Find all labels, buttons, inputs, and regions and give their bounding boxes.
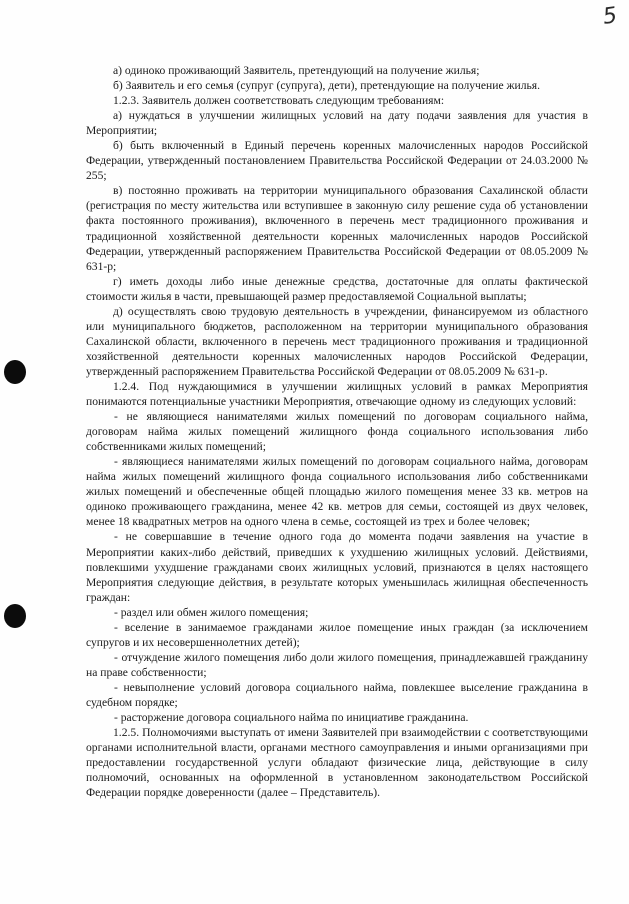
action-item: - отчуждение жилого помещения либо доли жилого помещения, принадлежавшей гражданину на праве собственности; — [86, 650, 588, 679]
action-item: - невыполнение условий договора социального найма, повлекшее выселение гражданина в судебном порядке; — [86, 680, 588, 709]
action-item: - вселение в занимаемое гражданами жилое помещение иных граждан (за исключением супругов и их несовершеннолетних детей); — [86, 620, 588, 649]
action-item: - раздел или обмен жилого помещения; — [114, 605, 309, 619]
punch-hole — [4, 360, 26, 384]
document-body — [86, 63, 588, 800]
paragraph-1-2-3-v: в) постоянно проживать на территории муниципального образования Сахалинской области (регистрация по месту жительства или вступившее в законную силу решение суда об установлении факта постоянного проживания), включенного в перечень мест традиционного проживания и традиционной хозяйственной деятельности коренных малочисленных народов Российской Федерации, утвержденный распоряжением Правительства Российской Федерации от 08.05.2009 № 631-р; — [86, 184, 588, 273]
paragraph-1-2-2-a: а) одиноко проживающий Заявитель, претендующий на получение жилья; — [113, 64, 480, 77]
paragraph-1-2-3-g: г) иметь доходы либо иные денежные средства, достаточные для оплаты фактической стоимости жилья в части, превышающей размер предоставляемой Социальной выплаты; — [86, 274, 588, 303]
paragraph-1-2-2-b: б) Заявитель и его семья (супруг (супруга), дети), претендующие на получение жилья. — [113, 79, 541, 93]
paragraph-1-2-3-a: а) нуждаться в улучшении жилищных условий на дату подачи заявления для участия в Мероприятии; — [86, 109, 588, 138]
paragraph-1-2-3: 1.2.3. Заявитель должен соответствовать следующим требованиям: — [113, 94, 445, 108]
punch-hole — [4, 604, 26, 628]
paragraph-1-2-5: 1.2.5. Полномочиями выступать от имени Заявителей при взаимодействии с соответствующими органами исполнительной власти, органами местного самоуправления и иными организациями при предоставлении государственной услуги обладают физические лица, действующие в силу полномочий, основанных на оформленной в установленном законодательством Российской Федерации порядке доверенности (далее – Представитель). — [86, 726, 588, 800]
page-number: 5 — [601, 3, 619, 30]
condition-item: - не совершавшие в течение одного года до момента подачи заявления на участие в Мероприятии каких-либо действий, приведших к ухудшению жилищных условий. Действиями, повлекшими ухудшение гражданами своих жилищных условий, признаются в целях настоящего Мероприятия следующие действия, в результате которых уменьшилась жилищная обеспеченность граждан: — [86, 530, 588, 604]
condition-item: - не являющиеся нанимателями жилых помещений по договорам социального найма, договорам найма жилых помещений жилищного фонда социального использования либо собственниками жилых помещений; — [86, 410, 588, 454]
paragraph-1-2-3-d: д) осуществлять свою трудовую деятельность в учреждении, финансируемом из областного или муниципального бюджетов, расположенном на территории муниципального образования Сахалинской области, включенного в перечень мест традиционного проживания и традиционной хозяйственной деятельности коренных малочисленных народов Российской Федерации, утвержденный распоряжением Правительства Российской Федерации от 08.05.2009 № 631-р. — [86, 304, 588, 378]
paragraph-1-2-4: 1.2.4. Под нуждающимися в улучшении жилищных условий в рамках Мероприятия понимаются потенциальные участники Мероприятия, отвечающие одному из следующих условий: — [86, 379, 588, 409]
action-item: - расторжение договора социального найма по инициативе гражданина. — [114, 711, 469, 725]
paragraph-1-2-3-b: б) быть включенный в Единый перечень коренных малочисленных народов Российской Федерации, утвержденный постановлением Правительства Российской Федерации от 24.03.2000 № 255; — [86, 139, 588, 183]
condition-item: - являющиеся нанимателями жилых помещений по договорам социального найма, договорам найма жилых помещений жилищного фонда социального использования либо собственниками жилых помещений и обеспеченные общей площадью жилого помещения менее 33 кв. метров на одиноко проживающего гражданина, менее 42 кв. метров для семьи, состоящей из двух человек, менее 18 квадратных метров на одного члена в семье, состоящей из трех и более человек; — [86, 455, 588, 529]
